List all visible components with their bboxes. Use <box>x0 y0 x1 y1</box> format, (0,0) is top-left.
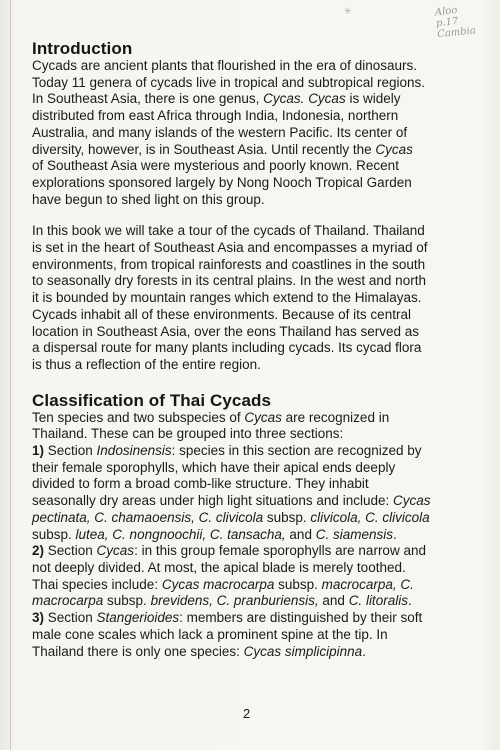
text-line: a dispersal route for many plants including cycads. Its cycad flora <box>32 340 422 356</box>
text-line: not deeply divided. At most, the apical blade is merely toothed. <box>32 559 406 575</box>
binding-edge <box>10 0 11 750</box>
section-1-line: 1) Section Indosinensis: species in this section are recognized by <box>32 443 422 459</box>
speck-mark: ✳ <box>344 6 352 16</box>
text-line: In Southeast Asia, there is one genus, Cycas. Cycas is widely <box>32 91 401 107</box>
text-line: Today 11 genera of cycads live in tropical and subtropical regions. <box>32 74 425 90</box>
section-number: 3) <box>32 610 45 626</box>
text-line: Thailand there is only one species: Cycas simplicipinna. <box>32 643 366 659</box>
handwritten-margin-note <box>434 1 500 41</box>
section-2-line: 2) Section Cycas: in this group female sporophylls are narrow and <box>32 543 426 559</box>
section-number: 1) <box>32 443 45 459</box>
text-line: environments, from tropical rainforests and coastlines in the south <box>32 256 426 272</box>
text-line: their female sporophylls, which have their apical ends deeply <box>32 459 396 475</box>
text-line: In this book we will take a tour of the cycads of Thailand. Thailand <box>32 223 425 239</box>
text-line: explorations sponsored largely by Nong Nooch Tropical Garden <box>32 174 412 190</box>
text-line: subsp. lutea, C. nongnoochii, C. tansacha, and C. siamensis. <box>32 526 397 542</box>
text-line: to seasonally dry forests in its central plains. In the west and north <box>32 273 426 289</box>
text-line: have begun to shed light on this group. <box>32 191 265 207</box>
text-line: is thus a reflection of the entire region. <box>32 356 261 372</box>
text-line: macrocarpa subsp. brevidens, C. pranburiensis, and C. litoralis. <box>32 593 412 609</box>
text-line: Thailand. These can be grouped into three sections: <box>32 426 344 442</box>
text-line: seasonally dry areas under high light situations and include: Cycas <box>32 493 431 509</box>
text-line: it is bounded by mountain ranges which extend to the Himalayas. <box>32 290 422 306</box>
text-line: divided to form a broad comb-like structure. They inhabit <box>32 476 369 492</box>
intro-paragraph-2 <box>32 223 482 373</box>
text-line: Thai species include: Cycas macrocarpa subsp. macrocarpa, C. <box>32 576 414 592</box>
text-line: Cycads inhabit all of these environments. Because of its central <box>32 306 411 322</box>
text-line: distributed from east Africa through India, Indonesia, northern <box>32 108 399 124</box>
text-line: is set in the heart of Southeast Asia and encompasses a myriad of <box>32 240 428 256</box>
margin-note-line: p.17 <box>435 16 459 30</box>
section-number: 2) <box>32 543 45 559</box>
text-line: pectinata, C. chamaoensis, C. clivicola subsp. clivicola, C. clivicola <box>32 509 430 525</box>
margin-note-line: Aloo <box>434 5 458 19</box>
section-3-line: 3) Section Stangerioides: members are distinguished by their soft <box>32 610 423 626</box>
text-line: Ten species and two subspecies of Cycas are recognized in <box>32 409 390 425</box>
text-line: of Southeast Asia were mysterious and poorly known. Recent <box>32 158 399 174</box>
page-number: 2 <box>243 706 251 721</box>
classification-paragraph <box>32 410 482 661</box>
introduction-heading: Introduction <box>32 39 133 58</box>
margin-note-line: Cambia <box>436 25 477 41</box>
text-line: male cone scales which lack a prominent spine at the tip. In <box>32 626 388 642</box>
text-line: Cycads are ancient plants that flourished in the era of dinosaurs. <box>32 58 417 73</box>
text-line: location in Southeast Asia, over the eons Thailand has served as <box>32 323 419 339</box>
intro-paragraph-1 <box>32 58 482 208</box>
page-content <box>32 40 482 660</box>
classification-heading: Classification of Thai Cycads <box>32 390 272 410</box>
text-line: Australia, and many islands of the western Pacific. Its center of <box>32 124 408 140</box>
text-line: diversity, however, is in Southeast Asia. Until recently the Cycas <box>32 141 413 157</box>
